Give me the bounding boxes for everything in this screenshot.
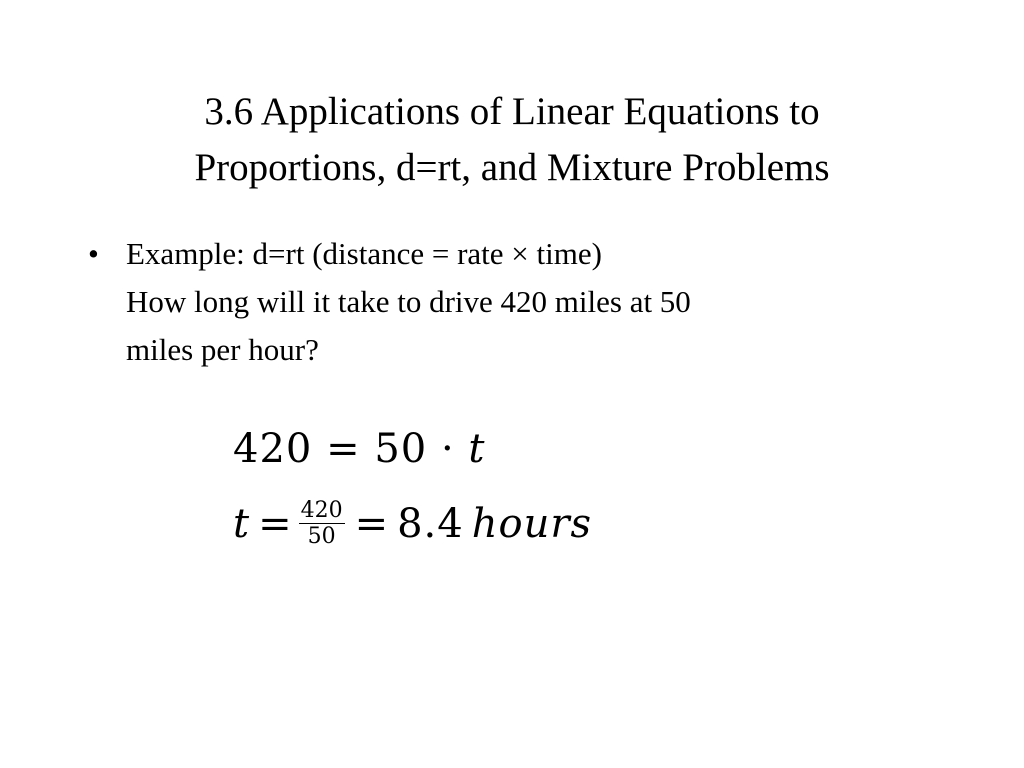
eq1-dot: · xyxy=(440,426,455,472)
eq2-fraction xyxy=(299,500,345,548)
bullet-line-2: How long will it take to drive 420 miles at 50 xyxy=(126,284,691,319)
bullet-item xyxy=(88,230,908,374)
eq1-variable: t xyxy=(468,426,486,472)
slide-title xyxy=(0,84,1024,196)
equation-1 xyxy=(233,426,485,472)
equation-2 xyxy=(233,500,592,548)
bullet-line-1: Example: d=rt (distance = rate × time) xyxy=(126,236,602,271)
eq2-result: 8.4 xyxy=(397,501,464,547)
eq1-equals: = xyxy=(326,426,361,472)
bullet-text xyxy=(126,230,908,374)
eq2-denominator: 50 xyxy=(307,524,336,549)
bullet-line-3: miles per hour? xyxy=(126,332,319,367)
eq2-equals-1: = xyxy=(258,501,293,547)
title-line-1: 3.6 Applications of Linear Equations to xyxy=(204,90,820,133)
bullet-icon: • xyxy=(88,236,99,271)
eq2-unit: hours xyxy=(471,501,592,547)
eq2-numerator: 420 xyxy=(300,498,343,523)
eq2-equals-2: = xyxy=(354,501,390,547)
eq2-variable: t xyxy=(233,501,251,547)
title-line-2: Proportions, d=rt, and Mixture Problems xyxy=(194,146,830,189)
eq1-coefficient: 50 xyxy=(374,426,428,472)
eq1-lhs: 420 xyxy=(233,426,313,472)
